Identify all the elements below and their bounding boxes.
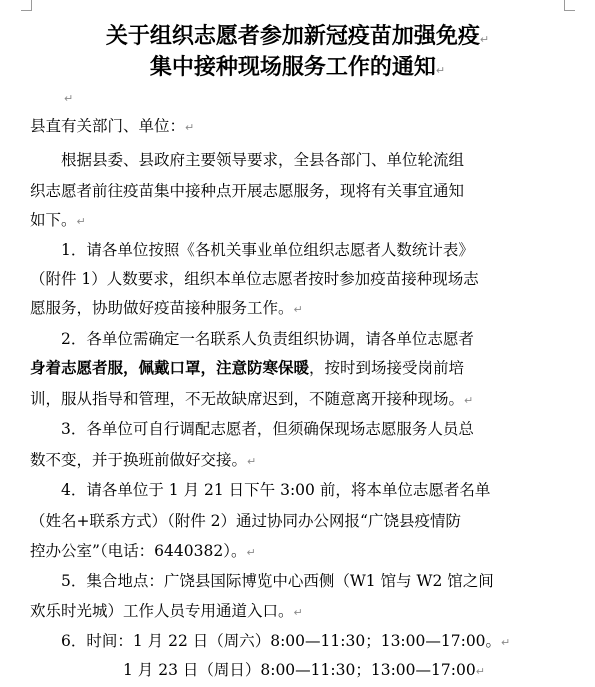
- body-line: [30, 353, 464, 383]
- margin-corner-top-left: [21, 0, 32, 11]
- body-line-text: 县直有关部门、单位：: [30, 117, 186, 135]
- paragraph-mark-icon: ↵: [246, 546, 256, 559]
- emphasized-text: 身着志愿者服，佩戴口罩，注意防寒保暖: [30, 358, 310, 377]
- body-line: [30, 145, 464, 175]
- paragraph-mark-icon: ↵: [501, 636, 511, 649]
- body-line-text: 欢乐时光城）工作人员专用通道入口。: [30, 602, 294, 620]
- body-line: [30, 566, 494, 596]
- paragraph-mark-icon: ↵: [479, 33, 490, 46]
- body-line-text: 3．各单位可自行调配志愿者，但须确保现场志愿服务人员总: [30, 420, 474, 438]
- body-line: [30, 111, 194, 141]
- body-line-text: 根据县委、县政府主要领导要求，全县各部门、单位轮流组: [30, 151, 465, 169]
- body-line-text: 4．请各单位于 1 月 21 日下午 3:00 前，将本单位志愿者名单: [30, 481, 491, 499]
- body-line-text: 2．各单位需确定一名联系人负责组织协调，请各单位志愿者: [30, 330, 474, 348]
- paragraph-mark-icon: ↵: [76, 215, 86, 228]
- body-line: [30, 384, 473, 414]
- margin-corner-top-right: [564, 0, 575, 11]
- paragraph-mark-icon: ↵: [247, 455, 257, 468]
- body-line-text: （姓名+联系方式）（附件 2）通过协同办公网报“广饶县疫情防: [30, 512, 461, 530]
- paragraph-mark-icon: ↵: [185, 121, 195, 134]
- body-line: [30, 176, 464, 206]
- paragraph-mark-icon: ↵: [293, 303, 303, 316]
- paragraph-mark-icon: ↵: [464, 394, 474, 407]
- paragraph-mark-icon: ↵: [475, 665, 485, 678]
- body-line: [30, 235, 474, 265]
- body-line: [30, 205, 86, 235]
- body-line-text: 5．集合地点：广饶县国际博览中心西侧（W1 馆与 W2 馆之间: [30, 572, 494, 590]
- body-line: [30, 324, 474, 354]
- body-line: [30, 475, 490, 505]
- body-line-text: 愿服务，协助做好疫苗接种服务工作。: [30, 299, 294, 317]
- body-line-text: 数不变，并于换班前做好交接。: [30, 451, 248, 469]
- paragraph-mark-icon: ↵: [293, 606, 303, 619]
- body-line: [30, 293, 303, 323]
- document-title-line-1: 关于组织志愿者参加新冠疫苗加强免疫↵: [105, 23, 490, 49]
- paragraph-mark-icon: ↵: [435, 64, 446, 77]
- body-line: [30, 264, 479, 294]
- body-line-text: 织志愿者前往疫苗集中接种点开展志愿服务，现将有关事宜通知: [30, 182, 465, 200]
- body-line: [30, 655, 485, 685]
- document-title-line-2: 集中接种现场服务工作的通知↵: [149, 54, 446, 80]
- body-line-text: 训，服从指导和管理，不无故缺席迟到，不随意离开接种现场。: [30, 390, 465, 408]
- body-line-text: （附件 1）人数要求，组织本单位志愿者按时参加疫苗接种现场志: [30, 270, 479, 288]
- body-line-text: 如下。: [30, 211, 77, 229]
- body-line-text: 1．请各单位按照《各机关事业单位组织志愿者人数统计表》: [30, 241, 474, 259]
- body-line: [30, 536, 256, 566]
- body-line: [30, 596, 303, 626]
- body-line-text: ，按时到场接受岗前培: [309, 359, 465, 377]
- body-line-text: 6．时间：1 月 22 日（周六）8:00—11:30；13:00—17:00。: [30, 632, 502, 650]
- body-line: [30, 445, 256, 475]
- body-line-text: 1 月 23 日（周日）8:00—11:30；13:00—17:00: [30, 661, 476, 679]
- body-line: [30, 626, 510, 656]
- paragraph-mark-icon: ↵: [64, 92, 74, 105]
- body-line-text: 控办公室”（电话：6440382）。: [30, 542, 247, 560]
- body-line: [30, 414, 474, 444]
- body-line: [30, 506, 461, 536]
